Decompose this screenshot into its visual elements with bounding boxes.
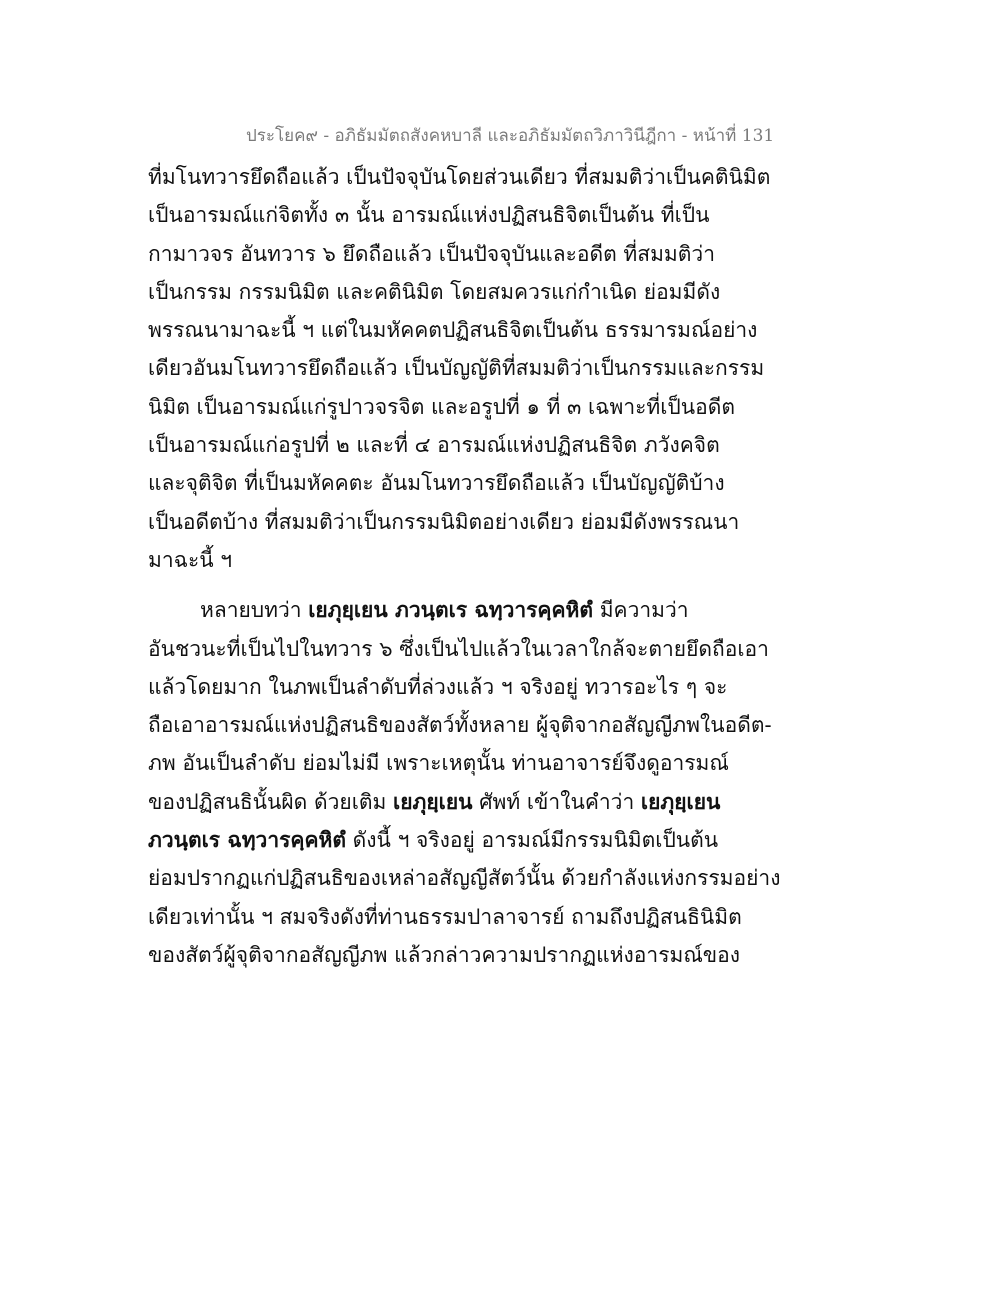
text-line: [148, 783, 868, 821]
paragraph-2: [148, 591, 868, 974]
text-line: แล้วโดยมาก ในภพเป็นลำดับที่ล่วงแล้ว ฯ จริงอยู่ ทวารอะไร ๆ จะ: [148, 674, 728, 699]
text-run: ของปฏิสนธินั้นผิด ด้วยเติม: [148, 789, 394, 814]
text-run: มีความว่า: [593, 598, 689, 623]
text-line: เป็นอดีตบ้าง ที่สมมติว่าเป็นกรรมนิมิตอย่างเดียว ย่อมมีดังพรรณนา: [148, 509, 740, 534]
text-line: ถือเอาอารมณ์แห่งปฏิสนธิของสัตว์ทั้งหลาย ผู้จุติจากอสัญญีภพในอดีต-: [148, 713, 772, 738]
body-text: [148, 158, 868, 974]
pali-term: เยภุยฺเยน: [393, 788, 473, 814]
text-line: [148, 821, 868, 859]
text-line: [148, 591, 868, 629]
text-line: เป็นอารมณ์แก่อรูปที่ ๒ และที่ ๔ อารมณ์แห่งปฏิสนธิจิต ภวังคจิต: [148, 433, 720, 458]
pali-term: ภวนฺตเร ฉทฺวารคฺคหิตํ: [148, 827, 346, 853]
text-run: ศัพท์ เข้าในคำว่า: [472, 789, 641, 814]
text-line: ย่อมปรากฏแก่ปฏิสนธิของเหล่าอสัญญีสัตว์นั้น ด้วยกำลังแห่งกรรมอย่าง: [148, 866, 781, 891]
paragraph-1: [148, 158, 868, 579]
paragraph-spacer: [148, 579, 868, 591]
text-line: พรรณนามาฉะนี้ ฯ แต่ในมหัคคตปฏิสนธิจิตเป็นต้น ธรรมารมณ์อย่าง: [148, 318, 758, 343]
text-line: มาฉะนี้ ฯ: [148, 547, 233, 572]
text-line: และจุติจิต ที่เป็นมหัคคตะ อันมโนทวารยึดถือแล้ว เป็นบัญญัติบ้าง: [148, 471, 725, 496]
pali-term: เยภุยฺเยน ภวนฺตเร ฉทฺวารคฺคหิตํ: [308, 597, 594, 623]
text-line: เดียวอันมโนทวารยึดถือแล้ว เป็นบัญญัติที่สมมติว่าเป็นกรรมและกรรม: [148, 356, 765, 381]
text-line: เป็นอารมณ์แก่จิตทั้ง ๓ นั้น อารมณ์แห่งปฏิสนธิจิตเป็นต้น ที่เป็น: [148, 203, 710, 228]
text-line: เดียวเท่านั้น ฯ สมจริงดังที่ท่านธรรมปาลาจารย์ ถามถึงปฏิสนธินิมิต: [148, 904, 742, 929]
text-line: นิมิต เป็นอารมณ์แก่รูปาวจรจิต และอรูปที่ ๑ ที่ ๓ เฉพาะที่เป็นอดีต: [148, 394, 735, 419]
text-run: หลายบทว่า: [200, 598, 309, 623]
text-line: ภพ อันเป็นลำดับ ย่อมไม่มี เพราะเหตุนั้น ท่านอาจารย์จึงดูอารมณ์: [148, 751, 729, 776]
text-run: ดังนี้ ฯ จริงอยู่ อารมณ์มีกรรมนิมิตเป็นต้น: [345, 828, 719, 853]
text-line: อันชวนะที่เป็นไปในทวาร ๖ ซึ่งเป็นไปแล้วในเวลาใกล้จะตายยึดถือเอา: [148, 636, 769, 661]
pali-term: เยภุยฺเยน: [640, 788, 721, 814]
running-header: ประโยค๙ - อภิธัมมัตถสังคหบาลี และอภิธัมมัตถวิภาวินีฎีกา - หน้าที่ 131: [246, 126, 775, 146]
text-line: ของสัตว์ผู้จุติจากอสัญญีภพ แล้วกล่าวความปรากฏแห่งอารมณ์ของ: [148, 942, 741, 967]
text-line: กามาวจร อันทวาร ๖ ยึดถือแล้ว เป็นปัจจุบันและอดีต ที่สมมติว่า: [148, 241, 715, 266]
text-line: ที่มโนทวารยึดถือแล้ว เป็นปัจจุบันโดยส่วนเดียว ที่สมมติว่าเป็นคตินิมิต: [148, 165, 771, 189]
text-line: เป็นกรรม กรรมนิมิต และคตินิมิต โดยสมควรแก่กำเนิด ย่อมมีดัง: [148, 279, 721, 304]
